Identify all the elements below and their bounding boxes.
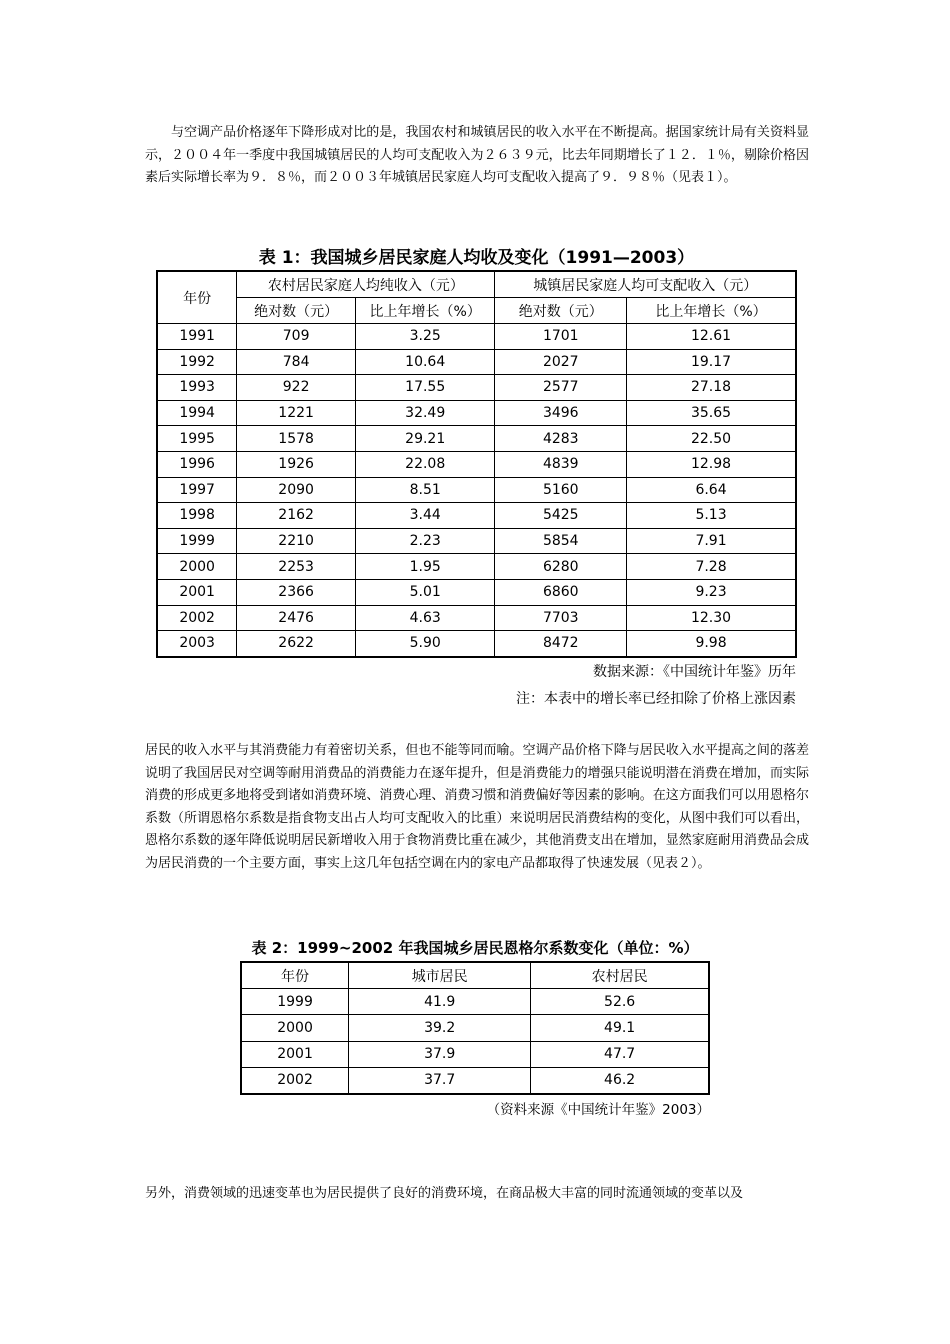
- table-cell: 19.17: [627, 349, 796, 375]
- table-cell: 17.55: [355, 375, 495, 401]
- table-cell: 1994: [157, 400, 237, 426]
- table-cell: 9.23: [627, 579, 796, 605]
- table-cell: 4283: [495, 426, 627, 452]
- table2-source: （资料来源《中国统计年鉴》2003）: [486, 1102, 710, 1118]
- header-urban-income: 城镇居民家庭人均可支配收入（元）: [495, 271, 796, 298]
- table-cell: 922: [237, 375, 356, 401]
- table-cell: 3.44: [355, 503, 495, 529]
- table-row: [157, 477, 796, 503]
- table-cell: 2000: [157, 554, 237, 580]
- table-cell: 5854: [495, 528, 627, 554]
- table-cell: 12.61: [627, 324, 796, 350]
- table-cell: 709: [237, 324, 356, 350]
- table-cell: 1578: [237, 426, 356, 452]
- table-cell: 37.7: [349, 1067, 531, 1094]
- subheader-rural-growth: 比上年增长（%）: [355, 298, 495, 324]
- table-cell: 1926: [237, 451, 356, 477]
- table-row: [157, 400, 796, 426]
- table-cell: 1.95: [355, 554, 495, 580]
- table2-title: 表 2：1999~2002 年我国城乡居民恩格尔系数变化（单位：%）: [251, 939, 699, 957]
- table-cell: 52.6: [531, 989, 709, 1015]
- table-cell: 5160: [495, 477, 627, 503]
- table-row: [157, 451, 796, 477]
- table-cell: 22.50: [627, 426, 796, 452]
- table-cell: 2000: [241, 1015, 349, 1041]
- subheader-urban-growth: 比上年增长（%）: [627, 298, 796, 324]
- table-cell: 37.9: [349, 1041, 531, 1067]
- table-cell: 35.65: [627, 400, 796, 426]
- table-cell: 6.64: [627, 477, 796, 503]
- table-cell: 39.2: [349, 1015, 531, 1041]
- table-cell: 1999: [157, 528, 237, 554]
- header-rural-residents: 农村居民: [531, 962, 709, 989]
- subheader-urban-absolute: 绝对数（元）: [495, 298, 627, 324]
- table-row: [157, 554, 796, 580]
- table-cell: 1992: [157, 349, 237, 375]
- table-cell: 2366: [237, 579, 356, 605]
- table-cell: 1221: [237, 400, 356, 426]
- header-urban-residents: 城市居民: [349, 962, 531, 989]
- table-cell: 5.01: [355, 579, 495, 605]
- table-cell: 8.51: [355, 477, 495, 503]
- subheader-rural-absolute: 绝对数（元）: [237, 298, 356, 324]
- income-table: [156, 270, 797, 658]
- table-cell: 3496: [495, 400, 627, 426]
- table-cell: 1993: [157, 375, 237, 401]
- table1-note: 注：本表中的增长率已经扣除了价格上涨因素: [516, 691, 796, 707]
- table-row: [157, 324, 796, 350]
- table-cell: 784: [237, 349, 356, 375]
- table-cell: 2577: [495, 375, 627, 401]
- table-cell: 1999: [241, 989, 349, 1015]
- table-cell: 7.28: [627, 554, 796, 580]
- table-row: [241, 1041, 709, 1067]
- closing-paragraph: 另外，消费领域的迅速变革也为居民提供了良好的消费环境，在商品极大丰富的同时流通领域的变革以及: [145, 1186, 744, 1201]
- table-cell: 2001: [241, 1041, 349, 1067]
- table-cell: 2476: [237, 605, 356, 631]
- table-row: [241, 989, 709, 1015]
- table-cell: 2.23: [355, 528, 495, 554]
- table-cell: 5425: [495, 503, 627, 529]
- table-row: [157, 579, 796, 605]
- table-cell: 1996: [157, 451, 237, 477]
- engel-table-body: [241, 989, 709, 1094]
- table-cell: 7.91: [627, 528, 796, 554]
- table-cell: 2027: [495, 349, 627, 375]
- table-row: [157, 375, 796, 401]
- table-cell: 46.2: [531, 1067, 709, 1094]
- intro-paragraph: 与空调产品价格逐年下降形成对比的是，我国农村和城镇居民的收入水平在不断提高。据国家统计局有关资料显示，２００４年一季度中我国城镇居民的人均可支配收入为２６３９元，比去年同期增长了１２．１％，剔除价格因素后实际增长率为９．８％，而２００３年城镇居民家庭人均可支配收入提高了９．９８％（见表１）。: [145, 125, 809, 185]
- table-cell: 2002: [241, 1067, 349, 1094]
- engel-table: [240, 961, 710, 1095]
- table-cell: 2210: [237, 528, 356, 554]
- header-rural-income: 农村居民家庭人均纯收入（元）: [237, 271, 495, 298]
- table-row: [157, 605, 796, 631]
- table-cell: 47.7: [531, 1041, 709, 1067]
- table-cell: 4839: [495, 451, 627, 477]
- table-cell: 9.98: [627, 631, 796, 657]
- table-row: [157, 631, 796, 657]
- table-cell: 6860: [495, 579, 627, 605]
- table-row: [157, 349, 796, 375]
- table-cell: 41.9: [349, 989, 531, 1015]
- table-cell: 12.98: [627, 451, 796, 477]
- table-cell: 12.30: [627, 605, 796, 631]
- table-cell: 2253: [237, 554, 356, 580]
- header-year: 年份: [241, 962, 349, 989]
- table-cell: 10.64: [355, 349, 495, 375]
- table-cell: 2001: [157, 579, 237, 605]
- table-cell: 2090: [237, 477, 356, 503]
- table-cell: 1998: [157, 503, 237, 529]
- table-cell: 5.13: [627, 503, 796, 529]
- header-year: 年份: [157, 271, 237, 324]
- table-cell: 4.63: [355, 605, 495, 631]
- table-cell: 22.08: [355, 451, 495, 477]
- table-cell: 49.1: [531, 1015, 709, 1041]
- table-cell: 6280: [495, 554, 627, 580]
- table-cell: 1995: [157, 426, 237, 452]
- table-cell: 32.49: [355, 400, 495, 426]
- table-cell: 29.21: [355, 426, 495, 452]
- table-cell: 3.25: [355, 324, 495, 350]
- table-row: [241, 1015, 709, 1041]
- table-cell: 1997: [157, 477, 237, 503]
- table-cell: 7703: [495, 605, 627, 631]
- engel-paragraph: 居民的收入水平与其消费能力有着密切关系，但也不能等同而喻。空调产品价格下降与居民收入水平提高之间的落差说明了我国居民对空调等耐用消费品的消费能力在逐年提升，但是消费能力的增强只能说明潜在消费在增加，而实际消费的形成更多地将受到诸如消费环境、消费心理、消费习惯和消费偏好等因素的影响。在这方面我们可以用恩格尔系数（所谓恩格尔系数是指食物支出占人均可支配收入的比重）来说明居民消费结构的变化，从图中我们可以看出，恩格尔系数的逐年降低说明居民新增收入用于食物消费比重在减少，其他消费支出在增加，显然家庭耐用消费品会成为居民消费的一个主要方面，事实上这几年包括空调在内的家电产品都取得了快速发展（见表２）。: [145, 743, 809, 871]
- table-cell: 5.90: [355, 631, 495, 657]
- income-table-body: [157, 324, 796, 657]
- table-cell: 27.18: [627, 375, 796, 401]
- table-cell: 2622: [237, 631, 356, 657]
- table-cell: 1991: [157, 324, 237, 350]
- table-cell: 8472: [495, 631, 627, 657]
- table1-source: 数据来源：《中国统计年鉴》历年: [593, 664, 796, 680]
- table-cell: 2003: [157, 631, 237, 657]
- table-row: [157, 503, 796, 529]
- table-cell: 2002: [157, 605, 237, 631]
- table-row: [241, 1067, 709, 1094]
- table-row: [157, 528, 796, 554]
- table-cell: 2162: [237, 503, 356, 529]
- table1-title: 表 1：我国城乡居民家庭人均收及变化（1991—2003）: [258, 248, 695, 268]
- table-row: [157, 426, 796, 452]
- table-cell: 1701: [495, 324, 627, 350]
